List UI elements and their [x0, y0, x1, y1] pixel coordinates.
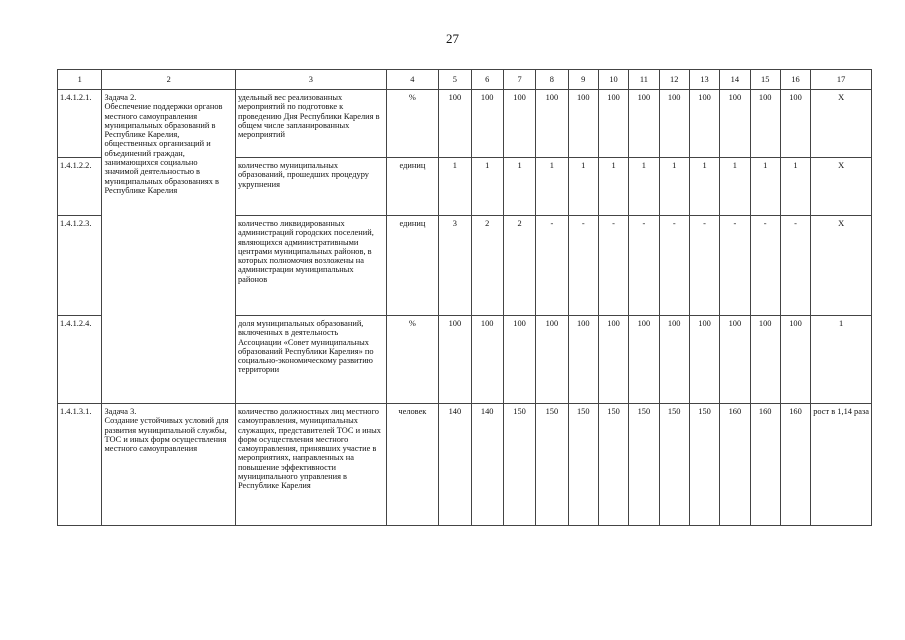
value-cell: 100 — [659, 316, 689, 404]
header-cell: 14 — [720, 70, 750, 90]
value-cell: 150 — [536, 404, 568, 526]
value-cell: - — [659, 216, 689, 316]
value-cell: 100 — [568, 316, 598, 404]
final-cell: 1 — [811, 316, 872, 404]
row-code: 1.4.1.3.1. — [58, 404, 102, 526]
value-cell: 100 — [503, 316, 535, 404]
page-number: 27 — [446, 31, 459, 46]
final-cell: Х — [811, 90, 872, 158]
value-cell: - — [568, 216, 598, 316]
header-cell: 7 — [503, 70, 535, 90]
indicator-text: количество ликвидированных администраций городских поселений, являющихся административными центрами муниципальных районов, в которых полномочия возложены на администрации муниципальных районов — [235, 216, 386, 316]
value-cell: - — [720, 216, 750, 316]
final-cell: рост в 1,14 раза — [811, 404, 872, 526]
row-code: 1.4.1.2.4. — [58, 316, 102, 404]
value-cell: 100 — [471, 90, 503, 158]
value-cell: 1 — [629, 158, 659, 216]
value-cell: 100 — [629, 90, 659, 158]
unit-cell: % — [386, 316, 439, 404]
value-cell: - — [598, 216, 628, 316]
header-cell: 3 — [235, 70, 386, 90]
row-code: 1.4.1.2.1. — [58, 90, 102, 158]
value-cell: 100 — [720, 316, 750, 404]
value-cell: - — [780, 216, 810, 316]
value-cell: 140 — [471, 404, 503, 526]
indicator-text: количество должностных лиц местного самоуправления, муниципальных служащих, представителей ТОС и иных форм осуществления местного самоуправления, принявших участие в мероприятиях, направленных на повышение эффективности муниципального управления в Республике Карелия — [235, 404, 386, 526]
header-cell: 10 — [598, 70, 628, 90]
task-description: Задача 2. Обеспечение поддержки органов местного самоуправления муниципальных образований в Республике Карелия, общественных организаций и объединений граждан, занимающихся социально значимой деятельностью в муниципальных образованиях в Республике Карелия — [102, 90, 235, 404]
value-cell: 100 — [750, 90, 780, 158]
value-cell: 1 — [536, 158, 568, 216]
final-cell: Х — [811, 158, 872, 216]
value-cell: 150 — [629, 404, 659, 526]
header-cell: 5 — [439, 70, 471, 90]
unit-cell: единиц — [386, 216, 439, 316]
value-cell: 1 — [503, 158, 535, 216]
value-cell: 2 — [503, 216, 535, 316]
row-code: 1.4.1.2.2. — [58, 158, 102, 216]
header-cell: 12 — [659, 70, 689, 90]
indicator-text: доля муниципальных образований, включенных в деятельность Ассоциации «Совет муниципальных образований Республики Карелия» по социально-экономическому развитию территории — [235, 316, 386, 404]
header-cell: 15 — [750, 70, 780, 90]
value-cell: 1 — [471, 158, 503, 216]
value-cell: 1 — [750, 158, 780, 216]
value-cell: 160 — [780, 404, 810, 526]
header-cell: 11 — [629, 70, 659, 90]
value-cell: 150 — [689, 404, 719, 526]
value-cell: 150 — [659, 404, 689, 526]
value-cell: 100 — [659, 90, 689, 158]
value-cell: 150 — [598, 404, 628, 526]
header-cell: 9 — [568, 70, 598, 90]
header-cell: 16 — [780, 70, 810, 90]
value-cell: 160 — [750, 404, 780, 526]
value-cell: 150 — [503, 404, 535, 526]
value-cell: 100 — [780, 90, 810, 158]
value-cell: 100 — [568, 90, 598, 158]
row-code: 1.4.1.2.3. — [58, 216, 102, 316]
value-cell: 100 — [439, 90, 471, 158]
indicator-text: количество муниципальных образований, прошедших процедуру укрупнения — [235, 158, 386, 216]
value-cell: 160 — [720, 404, 750, 526]
value-cell: 100 — [689, 316, 719, 404]
value-cell: 100 — [536, 90, 568, 158]
value-cell: - — [629, 216, 659, 316]
header-cell: 8 — [536, 70, 568, 90]
table-row — [58, 90, 872, 158]
header-cell: 2 — [102, 70, 235, 90]
value-cell: 1 — [439, 158, 471, 216]
value-cell: 100 — [689, 90, 719, 158]
value-cell: 100 — [536, 316, 568, 404]
task-description: Задача 3. Создание устойчивых условий для развития муниципальной службы, ТОС и иных форм осуществления местного самоуправления — [102, 404, 235, 526]
header-cell: 1 — [58, 70, 102, 90]
value-cell: - — [750, 216, 780, 316]
value-cell: - — [689, 216, 719, 316]
value-cell: 140 — [439, 404, 471, 526]
value-cell: 1 — [659, 158, 689, 216]
value-cell: 150 — [568, 404, 598, 526]
value-cell: 1 — [598, 158, 628, 216]
value-cell: 100 — [598, 316, 628, 404]
table-row — [58, 404, 872, 526]
unit-cell: % — [386, 90, 439, 158]
value-cell: 1 — [720, 158, 750, 216]
unit-cell: единиц — [386, 158, 439, 216]
value-cell: 1 — [568, 158, 598, 216]
header-cell: 13 — [689, 70, 719, 90]
value-cell: 100 — [750, 316, 780, 404]
indicator-text: удельный вес реализованных мероприятий по подготовке к проведению Дня Республики Карелия в общем числе запланированных мероприятий — [235, 90, 386, 158]
value-cell: 1 — [780, 158, 810, 216]
value-cell: 100 — [598, 90, 628, 158]
header-cell: 4 — [386, 70, 439, 90]
value-cell: 100 — [439, 316, 471, 404]
unit-cell: человек — [386, 404, 439, 526]
value-cell: 100 — [629, 316, 659, 404]
value-cell: 100 — [503, 90, 535, 158]
value-cell: 100 — [720, 90, 750, 158]
value-cell: 100 — [780, 316, 810, 404]
header-cell: 6 — [471, 70, 503, 90]
value-cell: 100 — [471, 316, 503, 404]
final-cell: Х — [811, 216, 872, 316]
indicator-table — [57, 69, 872, 526]
header-row — [58, 70, 872, 90]
value-cell: 2 — [471, 216, 503, 316]
header-cell: 17 — [811, 70, 872, 90]
value-cell: - — [536, 216, 568, 316]
value-cell: 3 — [439, 216, 471, 316]
value-cell: 1 — [689, 158, 719, 216]
